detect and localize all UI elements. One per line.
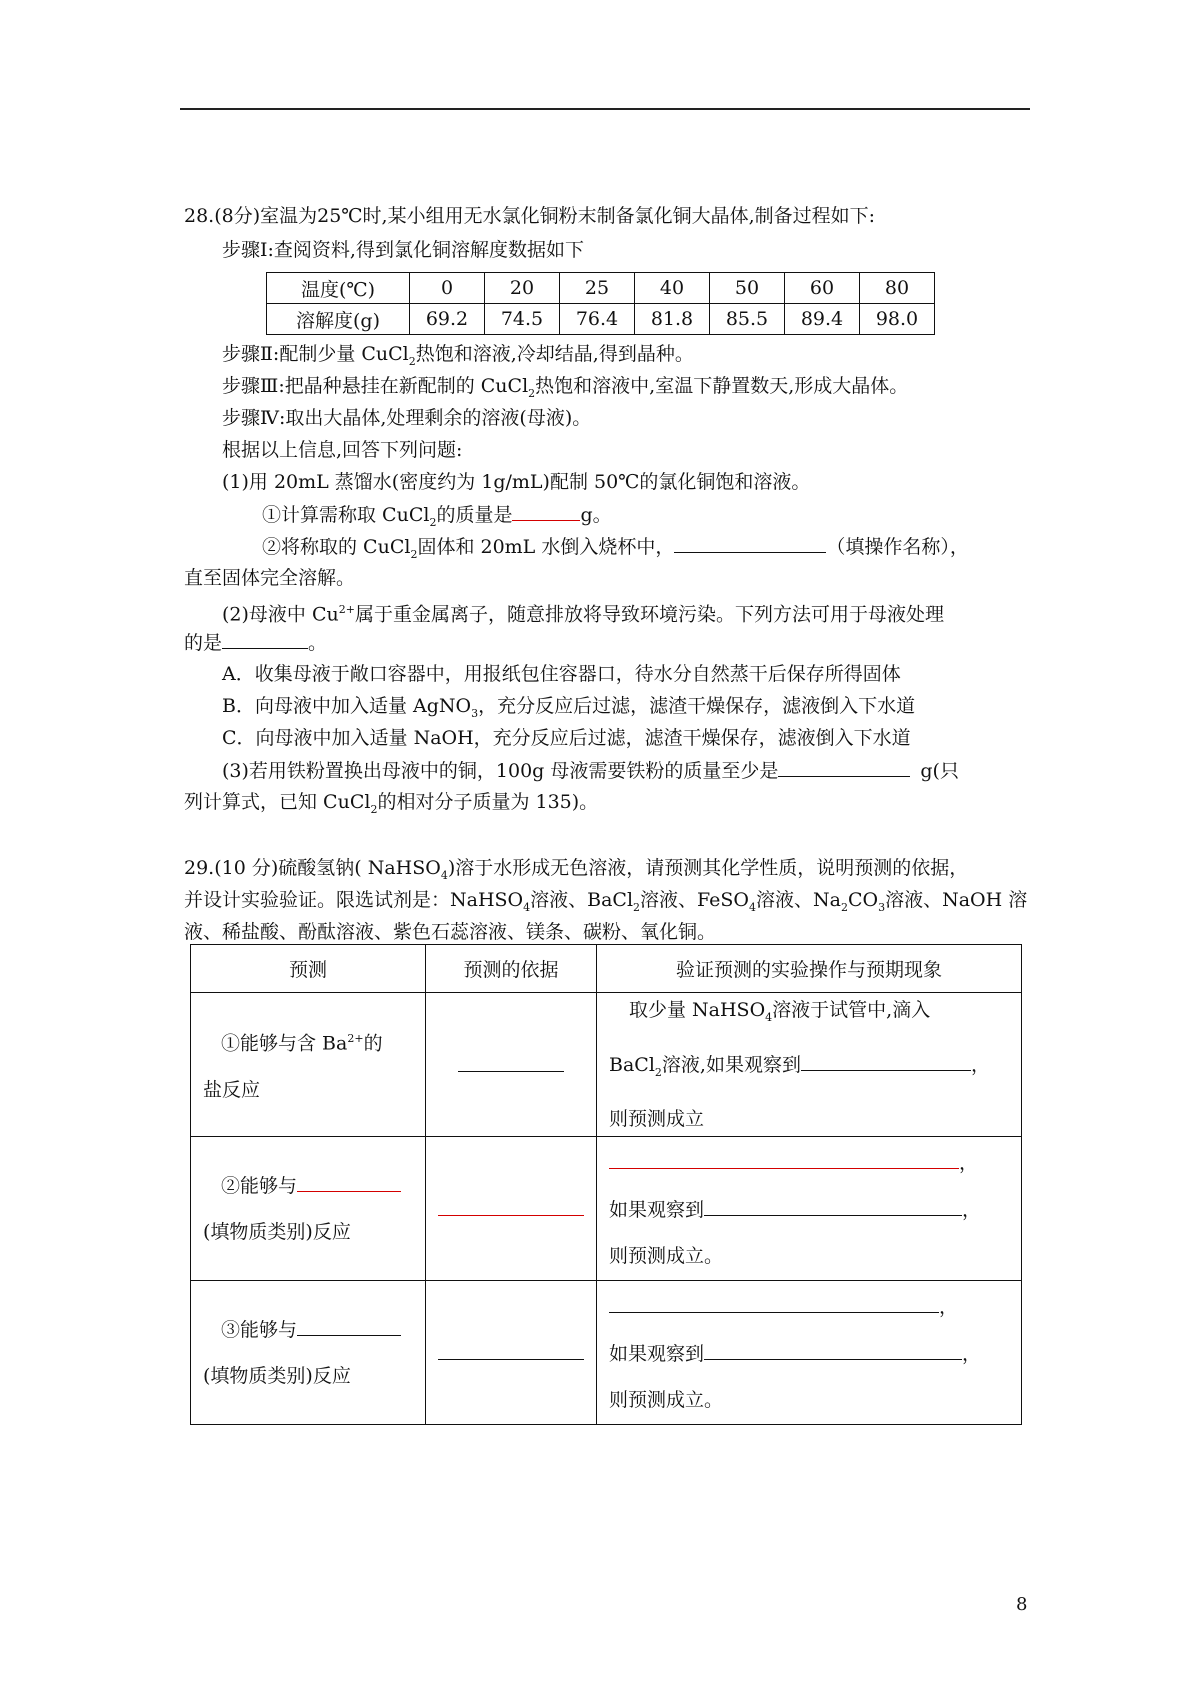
prediction-cell: ③能够与 (填物质类别)反应 xyxy=(191,1281,426,1425)
solubility-table xyxy=(266,272,935,335)
experiment-cell: ， 如果观察到 ， 则预测成立。 xyxy=(597,1281,1022,1425)
header-prediction: 预测 xyxy=(191,945,426,993)
experiment-cell: ， 如果观察到 ， 则预测成立。 xyxy=(597,1137,1022,1281)
answer-blank[interactable] xyxy=(704,1197,962,1216)
temp-cell: 25 xyxy=(560,273,635,304)
solubility-label: 溶解度(g) xyxy=(267,304,410,335)
q28-option-c: C．向母液中加入适量 NaOH，充分反应后过滤，滤渣干燥保存，滤液倒入下水道 xyxy=(222,727,911,749)
q28-part2: (2)母液中 $Cu^{2+}$属于重金属离子，随意排放将导致环境污染。下列方法可用于母液处理 xyxy=(222,603,944,626)
q28-step1: 步骤Ⅰ:查阅资料,得到氯化铜溶解度数据如下 xyxy=(222,239,584,261)
basis-cell xyxy=(426,993,597,1137)
q28-step3: 步骤Ⅲ:把晶种悬挂在新配制的 CuCl$_2$热饱和溶液中,室温下静置数天,形成大晶体。 xyxy=(222,375,909,400)
answer-blank[interactable] xyxy=(438,1341,584,1360)
q28-part3-cont: 列计算式，已知 CuCl$_2$的相对分子质量为 135)。 xyxy=(184,791,599,816)
q28-step2: 步骤Ⅱ:配制少量 CuCl$_2$热饱和溶液,冷却结晶,得到晶种。 xyxy=(222,343,694,368)
answer-blank[interactable] xyxy=(609,1150,959,1169)
q28-option-b: B．向母液中加入适量 AgNO$_3$，充分反应后过滤，滤渣干燥保存，滤液倒入下水道 xyxy=(222,695,916,720)
answer-blank[interactable] xyxy=(438,1197,584,1216)
answer-blank[interactable] xyxy=(222,630,308,649)
q28-part1: (1)用 20mL 蒸馏水(密度约为 1g/mL)配制 50℃的氯化铜饱和溶液。 xyxy=(222,471,811,493)
q28-prompt: 根据以上信息,回答下列问题: xyxy=(222,439,463,461)
q28-part2-cont: 的是 。 xyxy=(184,632,328,654)
solubility-cell: 89.4 xyxy=(785,304,860,335)
answer-blank[interactable] xyxy=(801,1052,971,1071)
answer-blank[interactable] xyxy=(297,1317,401,1336)
temp-cell: 40 xyxy=(635,273,710,304)
temp-label: 温度(℃) xyxy=(267,273,410,304)
table-header-row xyxy=(191,945,1022,993)
temp-cell: 20 xyxy=(485,273,560,304)
solubility-cell: 69.2 xyxy=(410,304,485,335)
q28-part1b-cont: 直至固体完全溶解。 xyxy=(184,567,356,589)
header-basis: 预测的依据 xyxy=(426,945,597,993)
answer-blank[interactable] xyxy=(674,534,826,553)
prediction-cell: ①能够与含 $Ba^{2+}$的 盐反应 xyxy=(191,993,426,1137)
table-row xyxy=(191,993,1022,1137)
q28-part1b: ②将称取的 CuCl$_2$固体和 20mL 水倒入烧杯中， （填操作名称）， xyxy=(262,536,969,561)
q28-option-a: A．收集母液于敞口容器中，用报纸包住容器口，待水分自然蒸干后保存所得固体 xyxy=(222,663,901,685)
table-row xyxy=(191,1281,1022,1425)
answer-blank[interactable] xyxy=(512,502,580,521)
table-row xyxy=(191,1137,1022,1281)
solubility-cell: 85.5 xyxy=(710,304,785,335)
temp-cell: 50 xyxy=(710,273,785,304)
q28-intro: 28.(8分)室温为25℃时,某小组用无水氯化铜粉末制备氯化铜大晶体,制备过程如下: xyxy=(184,205,876,227)
answer-blank[interactable] xyxy=(778,758,910,777)
prediction-cell: ②能够与 (填物质类别)反应 xyxy=(191,1137,426,1281)
q28-step4: 步骤Ⅳ:取出大晶体,处理剩余的溶液(母液)。 xyxy=(222,407,592,429)
answer-blank[interactable] xyxy=(458,1053,564,1072)
answer-blank[interactable] xyxy=(297,1173,401,1192)
solubility-cell: 76.4 xyxy=(560,304,635,335)
q29-reagents-cont: 液、稀盐酸、酚酞溶液、紫色石蕊溶液、镁条、碳粉、氧化铜。 xyxy=(184,921,717,943)
q29-reagents: 并设计实验验证。限选试剂是：NaHSO$_4$溶液、BaCl$_2$溶液、FeSO$_4$溶液、$Na_2CO_3$溶液、NaOH 溶 xyxy=(184,889,1028,914)
solubility-cell: 98.0 xyxy=(860,304,935,335)
answer-blank[interactable] xyxy=(704,1341,962,1360)
temp-cell: 60 xyxy=(785,273,860,304)
temp-cell: 80 xyxy=(860,273,935,304)
answer-blank[interactable] xyxy=(609,1294,939,1313)
experiment-cell: 取少量 NaHSO$_4$溶液于试管中,滴入 BaCl$_2$溶液,如果观察到 ， 则预测成立 xyxy=(597,993,1022,1137)
basis-cell xyxy=(426,1137,597,1281)
solubility-cell: 81.8 xyxy=(635,304,710,335)
header-experiment: 验证预测的实验操作与预期现象 xyxy=(597,945,1022,993)
q28-part3: (3)若用铁粉置换出母液中的铜，100g 母液需要铁粉的质量至少是 g(只 xyxy=(222,760,959,782)
prediction-table xyxy=(190,944,1022,1425)
table-row-solubility xyxy=(267,304,935,335)
q29-intro: 29.(10 分)硫酸氢钠( NaHSO$_4$)溶于水形成无色溶液，请预测其化学性质，说明预测的依据， xyxy=(184,857,969,882)
solubility-cell: 74.5 xyxy=(485,304,560,335)
table-row-temperature xyxy=(267,273,935,304)
header-rule xyxy=(180,108,1030,110)
basis-cell xyxy=(426,1281,597,1425)
temp-cell: 0 xyxy=(410,273,485,304)
page-number: 8 xyxy=(1016,1594,1028,1615)
q28-part1a: ①计算需称取 CuCl$_2$的质量是 g。 xyxy=(262,504,612,529)
